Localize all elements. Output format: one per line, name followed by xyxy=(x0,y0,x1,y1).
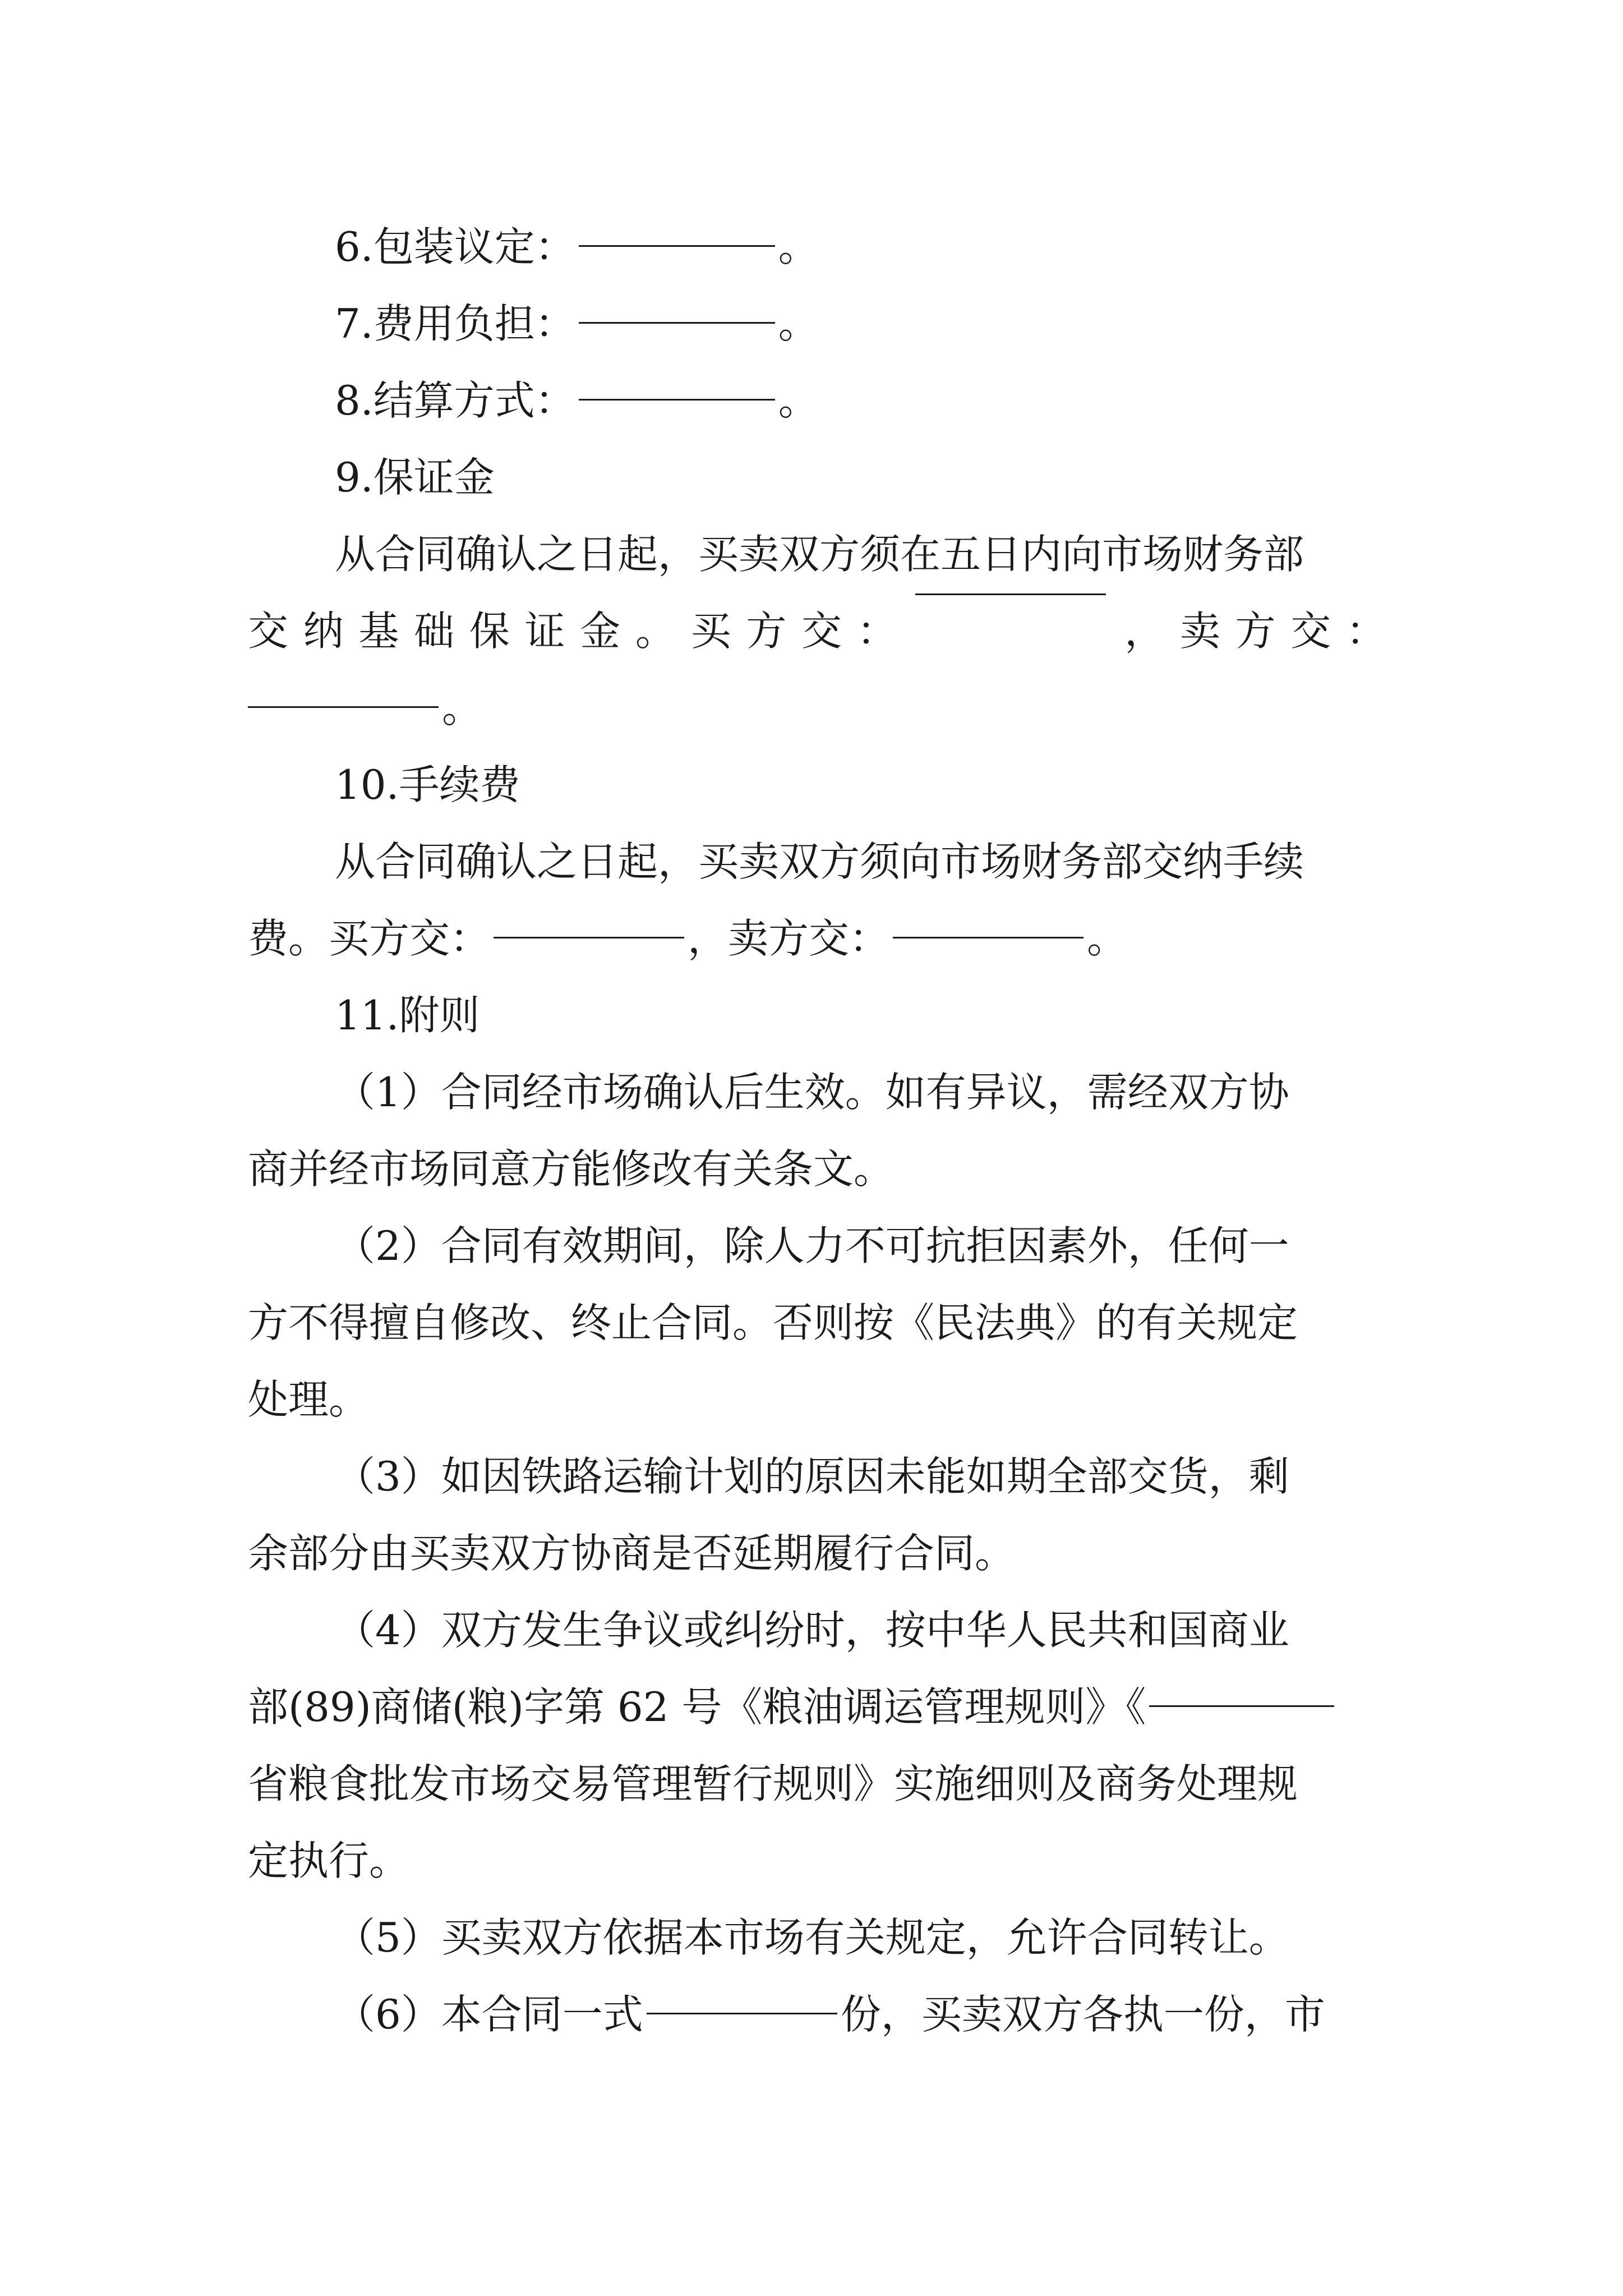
item-packaging xyxy=(248,209,1386,286)
char: ， xyxy=(1124,608,1165,655)
char: 础 xyxy=(414,608,455,655)
char: 金 xyxy=(580,608,621,655)
rule-6-text-a: （6）本合同一式 xyxy=(335,1991,643,2038)
fee-line-1: 从合同确认之日起，买卖双方须向市场财务部交纳手续 xyxy=(335,838,1304,885)
fee-buyer-label: 费。买方交： xyxy=(248,915,491,962)
rule-4-line-3: 省粮食批发市场交易管理暂行规则》实施细则及商务处理规 xyxy=(248,1760,1298,1807)
deposit-line-3 xyxy=(248,670,1386,747)
deposit-line-1: 从合同确认之日起，买卖双方须在五日内向市场财务部 xyxy=(335,531,1304,578)
blank-field-seller-deposit[interactable] xyxy=(248,706,439,708)
blank-field-province[interactable] xyxy=(1149,1705,1334,1707)
deposit-line-2 xyxy=(248,593,1386,670)
deposit-line-3-end: 。 xyxy=(442,684,483,731)
blank-field-buyer-fee[interactable] xyxy=(494,936,684,938)
blank-field-seller-fee[interactable] xyxy=(893,936,1083,938)
item-cost-bearing-end: 。 xyxy=(778,300,819,347)
rule-1-line-1: （1）合同经市场确认后生效。如有异议，需经双方协 xyxy=(335,1069,1289,1116)
rule-6 xyxy=(248,1976,1386,2053)
rule-6-text-b: 份，买卖双方各执一份，市 xyxy=(840,1991,1325,2038)
item-deposit-title xyxy=(248,439,1386,516)
blank-field-copies[interactable] xyxy=(647,2012,837,2014)
char: 交 xyxy=(1290,608,1331,655)
item-packaging-label: 6.包装议定： xyxy=(335,223,575,270)
fee-line-2 xyxy=(248,900,1386,977)
deposit-title: 9.保证金 xyxy=(335,454,495,501)
fee-line-2-end: 。 xyxy=(1087,915,1128,962)
char: ： xyxy=(856,608,897,655)
contract-text-body xyxy=(248,209,1386,2053)
rule-4-line-1: （4）双方发生争议或纠纷时，按中华人民共和国商业 xyxy=(335,1607,1289,1654)
rule-4-line-4: 定执行。 xyxy=(248,1837,410,1884)
char: 。 xyxy=(635,608,676,655)
char: 纳 xyxy=(303,608,344,655)
char: 卖 xyxy=(1179,608,1220,655)
blank-field-buyer-deposit[interactable] xyxy=(915,593,1106,595)
item-packaging-end: 。 xyxy=(778,223,819,270)
rules-title: 11.附则 xyxy=(335,992,480,1039)
fee-seller-label: ，卖方交： xyxy=(688,915,890,962)
item-cost-bearing xyxy=(248,286,1386,362)
rule-2-line-3: 处理。 xyxy=(248,1376,370,1423)
rule-5: （5）买卖双方依据本市场有关规定，允许合同转让。 xyxy=(335,1914,1289,1961)
char: 保 xyxy=(469,608,510,655)
rule-2-line-2: 方不得擅自修改、终止合同。否则按《民法典》的有关规定 xyxy=(248,1299,1298,1346)
item-settlement-label: 8.结算方式： xyxy=(335,377,575,424)
item-settlement-end: 。 xyxy=(778,377,819,424)
rule-2-line-1: （2）合同有效期间，除人力不可抗拒因素外，任何一 xyxy=(335,1222,1289,1269)
rule-4-line-2 xyxy=(248,1669,1386,1746)
char: 买 xyxy=(690,608,731,655)
char: 方 xyxy=(1235,608,1276,655)
char: 方 xyxy=(746,608,787,655)
blank-field[interactable] xyxy=(579,245,775,247)
blank-field[interactable] xyxy=(579,398,775,401)
blank-field[interactable] xyxy=(579,321,775,324)
rule-3-line-2: 余部分由买卖双方协商是否延期履行合同。 xyxy=(248,1530,1016,1577)
item-settlement xyxy=(248,362,1386,439)
rule-3-line-1: （3）如因铁路运输计划的原因未能如期全部交货，剩 xyxy=(335,1453,1289,1500)
fee-title: 10.手续费 xyxy=(335,761,520,808)
char: 证 xyxy=(524,608,565,655)
char: ： xyxy=(1345,608,1386,655)
char: 基 xyxy=(358,608,399,655)
char: 交 xyxy=(248,608,289,655)
char: 交 xyxy=(801,608,842,655)
item-cost-bearing-label: 7.费用负担： xyxy=(335,300,575,347)
rule-1-line-2: 商并经市场同意方能修改有关条文。 xyxy=(248,1145,895,1193)
rule-4-line-2-text: 部(89)商储(粮)字第 62 号《粮油调运管理规则》《 xyxy=(248,1683,1146,1731)
